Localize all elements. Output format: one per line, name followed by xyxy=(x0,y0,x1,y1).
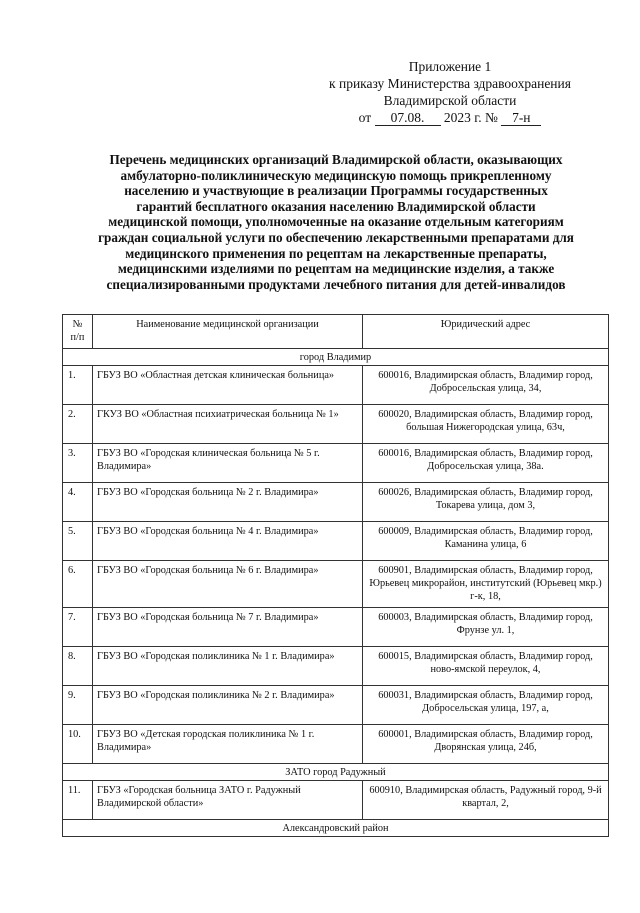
table-row xyxy=(63,561,609,608)
org-name: ГКУЗ ВО «Областная психиатрическая больница № 1» xyxy=(93,405,363,444)
table-row xyxy=(63,608,609,647)
table-row xyxy=(63,444,609,483)
section-row xyxy=(63,820,609,837)
row-number: 2. xyxy=(63,405,93,444)
approval-block xyxy=(300,58,600,126)
org-address: 600020, Владимирская область, Владимир город, большая Нижегородская улица, 63ч, xyxy=(363,405,609,444)
org-name: ГБУЗ ВО «Областная детская клиническая больница» xyxy=(93,366,363,405)
title-line: населению и участвующие в реализации Программы государственных xyxy=(124,183,548,199)
header-address: Юридический адрес xyxy=(363,315,609,349)
section-row xyxy=(63,764,609,781)
org-name: ГБУЗ ВО «Городская больница № 4 г. Владимира» xyxy=(93,522,363,561)
row-number: 6. xyxy=(63,561,93,608)
org-address: 600016, Владимирская область, Владимир город, Добросельская улица, 38а. xyxy=(363,444,609,483)
approval-number: 7-н xyxy=(501,110,541,126)
org-address: 600001, Владимирская область, Владимир город, Дворянская улица, 24б, xyxy=(363,725,609,764)
table-row xyxy=(63,405,609,444)
header-name: Наименование медицинской организации xyxy=(93,315,363,349)
table-row xyxy=(63,483,609,522)
approval-order-of: к приказу Министерства здравоохранения xyxy=(329,76,571,91)
section-raduzhny: ЗАТО город Радужный xyxy=(63,764,609,781)
org-name: ГБУЗ ВО «Городская клиническая больница № 5 г. Владимира» xyxy=(93,444,363,483)
org-address: 600009, Владимирская область, Владимир город, Каманина улица, 6 xyxy=(363,522,609,561)
title-line: медицинского применения по рецептам на лекарственные препараты, xyxy=(125,245,547,261)
title-line: граждан социальной услуги по обеспечению лекарственными препаратами для xyxy=(98,229,574,245)
row-number: 1. xyxy=(63,366,93,405)
organizations-table xyxy=(62,314,609,837)
approval-region: Владимирской области xyxy=(383,93,517,108)
table-row xyxy=(63,366,609,405)
org-name: ГБУЗ ВО «Городская поликлиника № 2 г. Владимира» xyxy=(93,686,363,725)
section-vladimir: город Владимир xyxy=(63,349,609,366)
org-address: 600026, Владимирская область, Владимир город, Токарева улица, дом 3, xyxy=(363,483,609,522)
org-name: ГБУЗ ВО «Городская больница № 2 г. Владимира» xyxy=(93,483,363,522)
org-address: 600015, Владимирская область, Владимир город, ново-ямской переулок, 4, xyxy=(363,647,609,686)
org-name: ГБУЗ ВО «Городская больница № 7 г. Владимира» xyxy=(93,608,363,647)
org-address: 600016, Владимирская область, Владимир город, Добросельская улица, 34, xyxy=(363,366,609,405)
title-line: Перечень медицинских организаций Владимирской области, оказывающих xyxy=(109,152,563,167)
table-row xyxy=(63,686,609,725)
approval-date: 07.08. xyxy=(375,110,441,126)
row-number: 5. xyxy=(63,522,93,561)
org-address: 600003, Владимирская область, Владимир город, Фрунзе ул. 1, xyxy=(363,608,609,647)
row-number: 9. xyxy=(63,686,93,725)
org-name: ГБУЗ ВО «Городская больница № 6 г. Владимира» xyxy=(93,561,363,608)
approval-appendix: Приложение 1 xyxy=(408,59,492,74)
approval-from: от xyxy=(358,110,372,125)
section-alexandrov: Александровский район xyxy=(63,820,609,837)
org-name: ГБУЗ ВО «Городская поликлиника № 1 г. Владимира» xyxy=(93,647,363,686)
table-row xyxy=(63,725,609,764)
approval-date-line xyxy=(300,109,600,126)
header-number: № п/п xyxy=(63,315,93,349)
title-line: медицинскими изделиями по рецептам на медицинские изделия, а также xyxy=(117,261,555,277)
row-number: 3. xyxy=(63,444,93,483)
approval-year: 2023 г. xyxy=(443,110,482,125)
row-number: 10. xyxy=(63,725,93,764)
row-number: 11. xyxy=(63,781,93,820)
title-line: гарантий бесплатного оказания населению Владимирской области xyxy=(136,198,536,214)
title-line: специализированными продуктами лечебного питания для детей-инвалидов xyxy=(106,276,566,292)
approval-number-sign: № xyxy=(485,110,498,125)
org-name: ГБУЗ «Городская больница ЗАТО г. Радужный Владимирской области» xyxy=(93,781,363,820)
row-number: 4. xyxy=(63,483,93,522)
org-address: 600901, Владимирская область, Владимир город, Юрьевец микрорайон, институтский (Юрьевец мкр.) г-к, 18, xyxy=(363,561,609,608)
org-address: 600031, Владимирская область, Владимир город, Добросельская улица, 197, а, xyxy=(363,686,609,725)
table-row xyxy=(63,781,609,820)
org-address: 600910, Владимирская область, Радужный город, 9-й квартал, 2, xyxy=(363,781,609,820)
org-name: ГБУЗ ВО «Детская городская поликлиника № 1 г. Владимира» xyxy=(93,725,363,764)
table-row xyxy=(63,647,609,686)
document-title xyxy=(56,152,616,292)
table-header-row xyxy=(63,315,609,349)
row-number: 7. xyxy=(63,608,93,647)
table-row xyxy=(63,522,609,561)
title-line: медицинской помощи, уполномоченные на оказание отдельным категориям xyxy=(108,214,564,230)
row-number: 8. xyxy=(63,647,93,686)
section-row xyxy=(63,349,609,366)
title-line: амбулаторно-поликлиническую медицинскую помощь прикрепленному xyxy=(120,167,552,183)
